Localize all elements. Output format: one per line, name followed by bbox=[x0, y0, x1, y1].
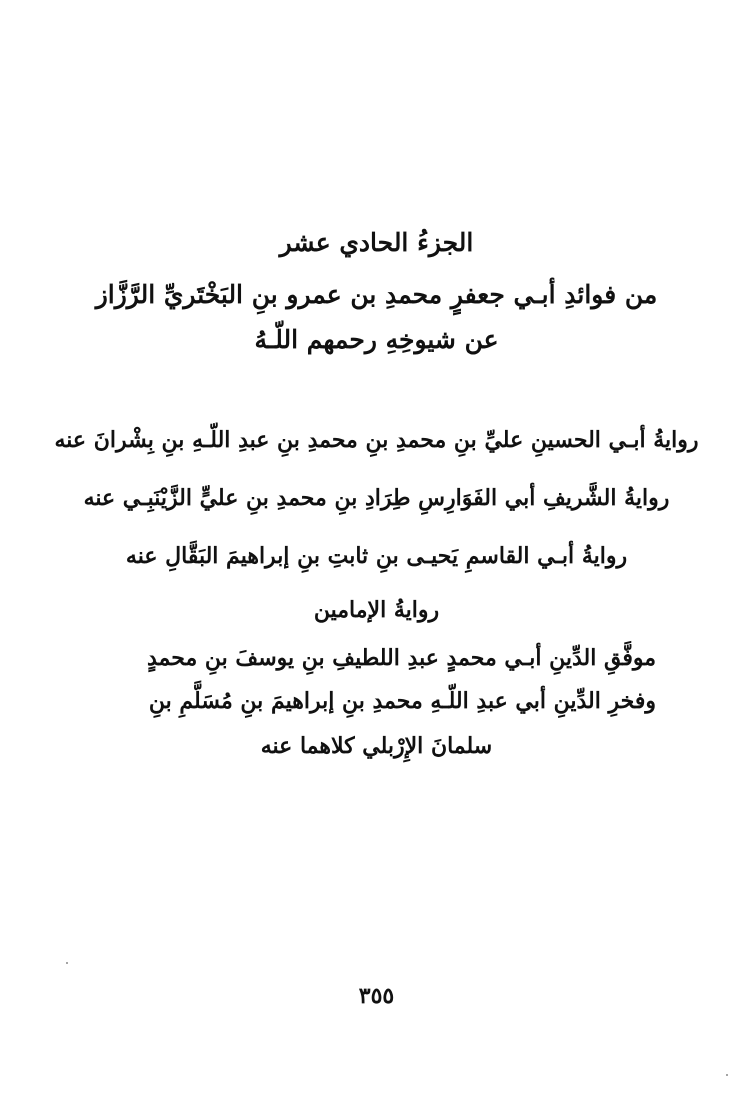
chain-line-6: وفخرِ الدِّينِ أبي عبدِ اللّـهِ محمدِ بنِ إبراهيمَ بنِ مُسَلَّمِ بنِ bbox=[148, 688, 656, 714]
chain-line-4: روايةُ الإمامين bbox=[313, 597, 440, 623]
chain-line-7: سلمانَ الإِرْبلي كلاهما عنه bbox=[260, 733, 493, 759]
page-number: ٣٥٥ bbox=[358, 983, 395, 1009]
part-heading: الجزءُ الحادي عشر bbox=[279, 228, 474, 257]
chain-line-5: موفَّقِ الدِّينِ أبـي محمدٍ عبدِ اللطيفِ بنِ يوسفَ بنِ محمدٍ bbox=[146, 645, 656, 671]
chain-line-2: روايةُ الشَّريفِ أبي الفَوَارِسِ طِرَادِ بنِ محمدِ بنِ عليٍّ الزَّيْنَبِـي عنه bbox=[83, 485, 670, 511]
scan-speck bbox=[726, 1074, 728, 1076]
book-title: من فوائدِ أبـي جعفرٍ محمدِ بن عمرو بنِ البَخْتَريِّ الرَّزَّاز bbox=[95, 280, 658, 309]
scan-speck bbox=[66, 962, 68, 964]
book-subtitle: عن شيوخِهِ رحمهم اللّـهُ bbox=[254, 325, 499, 354]
chain-line-1: روايةُ أبـي الحسينِ عليِّ بنِ محمدِ بنِ محمدِ بنِ عبدِ اللّـهِ بنِ بِشْرانَ عنه bbox=[54, 427, 699, 453]
chain-line-3: روايةُ أبـي القاسمِ يَحيـى بنِ ثابتِ بنِ إبراهيمَ البَقَّالِ عنه bbox=[125, 543, 628, 569]
